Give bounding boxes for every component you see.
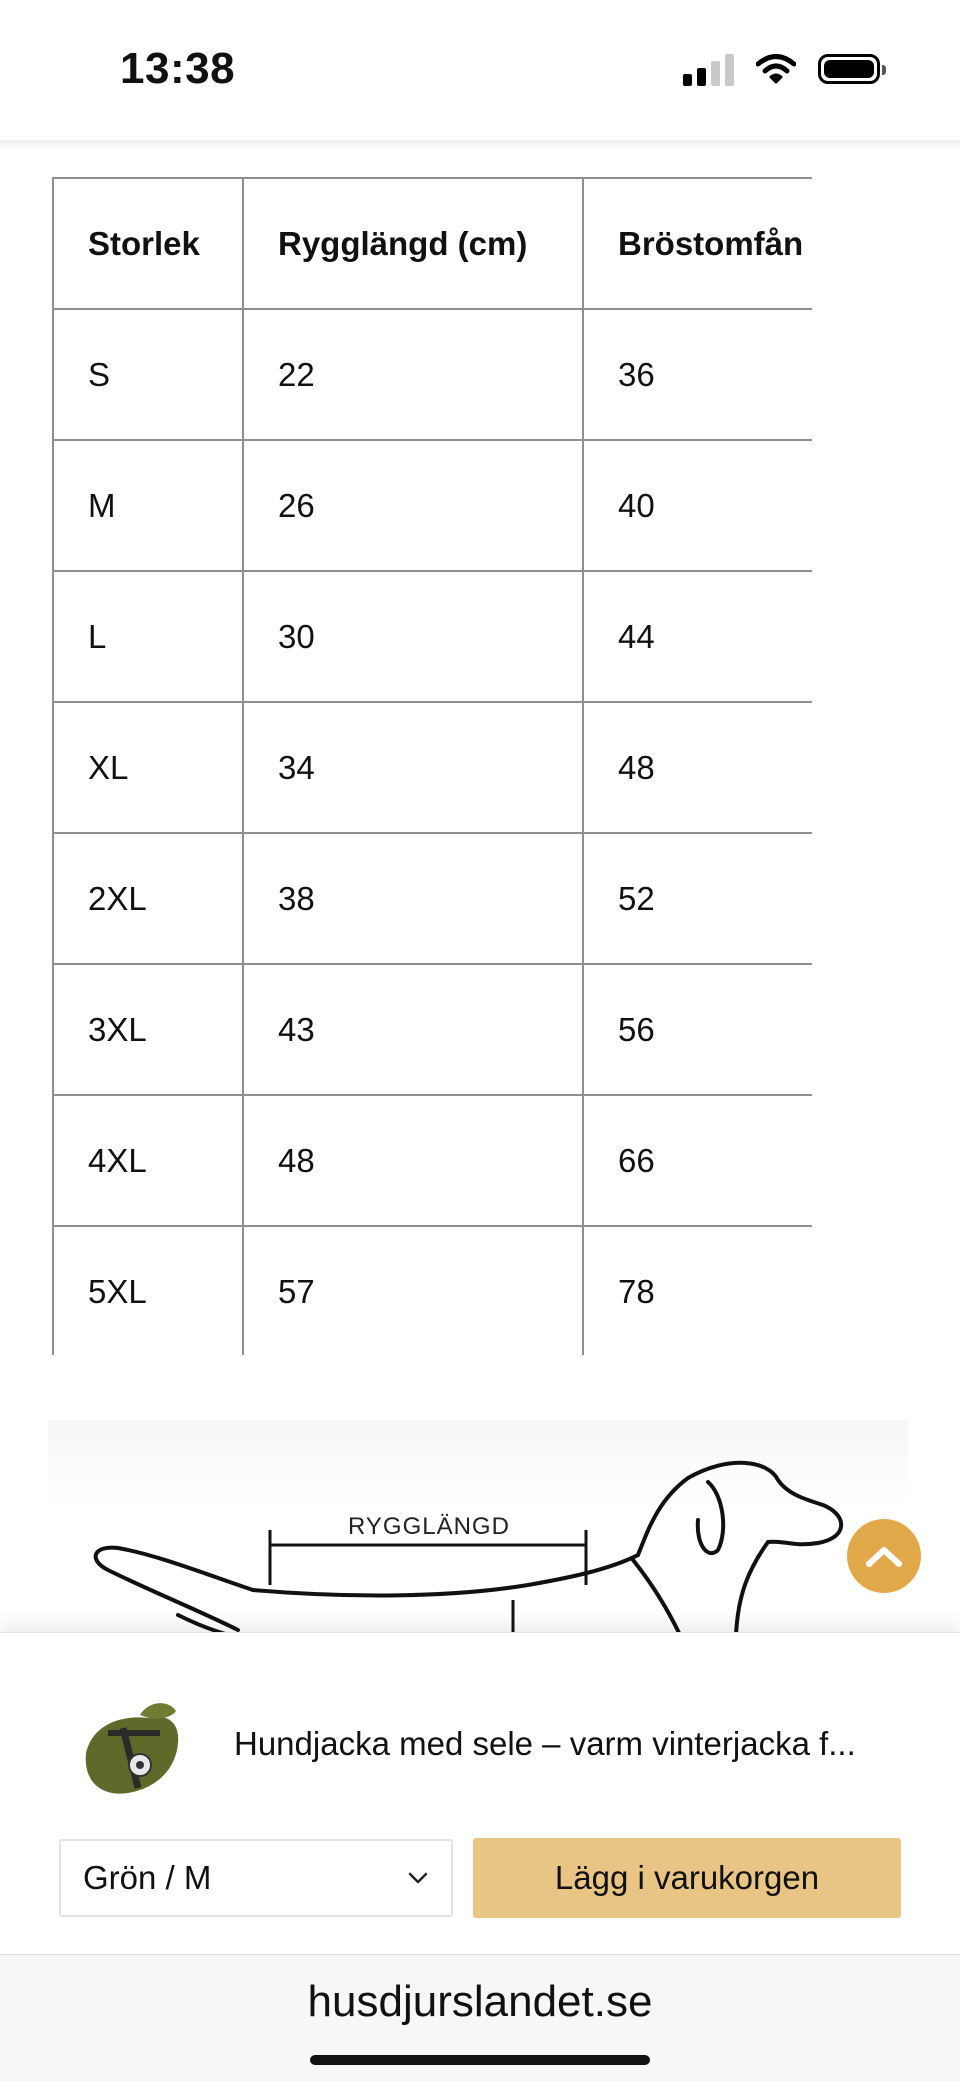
size-table xyxy=(52,177,812,1355)
chevron-down-icon xyxy=(407,1871,429,1885)
cell-back-length: 30 xyxy=(243,571,583,702)
table-header-row xyxy=(53,178,812,309)
url-domain[interactable]: husdjurslandet.se xyxy=(307,1977,653,2026)
table-row xyxy=(53,1095,812,1226)
scroll-to-top-button[interactable] xyxy=(847,1519,921,1593)
cell-back-length: 26 xyxy=(243,440,583,571)
add-to-cart-button[interactable]: Lägg i varukorgen xyxy=(473,1838,901,1918)
cell-back-length: 57 xyxy=(243,1226,583,1355)
cell-chest: 66 xyxy=(583,1095,812,1226)
cell-size: 2XL xyxy=(53,833,243,964)
sticky-add-to-cart-bar xyxy=(0,1632,960,1954)
header-shadow xyxy=(0,140,960,150)
cell-chest: 56 xyxy=(583,964,812,1095)
product-title[interactable]: Hundjacka med sele – varm vinterjacka f... xyxy=(234,1725,856,1762)
cell-size: L xyxy=(53,571,243,702)
table-row xyxy=(53,833,812,964)
variant-select[interactable] xyxy=(59,1839,453,1917)
signal-icon xyxy=(683,52,734,86)
dog-measurement-illustration xyxy=(48,1420,908,1640)
header-size: Storlek xyxy=(53,178,243,309)
back-length-label: RYGGLÄNGD xyxy=(348,1513,510,1540)
cell-chest: 78 xyxy=(583,1226,812,1355)
cell-back-length: 34 xyxy=(243,702,583,833)
cell-size: 4XL xyxy=(53,1095,243,1226)
status-time: 13:38 xyxy=(120,44,236,93)
cell-size: S xyxy=(53,309,243,440)
table-row xyxy=(53,1226,812,1355)
table-row xyxy=(53,440,812,571)
table-row xyxy=(53,964,812,1095)
cell-chest: 36 xyxy=(583,309,812,440)
table-row xyxy=(53,309,812,440)
cell-size: M xyxy=(53,440,243,571)
table-row xyxy=(53,702,812,833)
cell-size: XL xyxy=(53,702,243,833)
cell-back-length: 22 xyxy=(243,309,583,440)
cell-chest: 48 xyxy=(583,702,812,833)
chevron-up-icon xyxy=(864,1543,904,1569)
header-back-length: Rygglängd (cm) xyxy=(243,178,583,309)
cell-chest: 44 xyxy=(583,571,812,702)
size-table-container[interactable] xyxy=(52,177,812,1355)
status-bar xyxy=(0,0,960,140)
header-chest: Bröstomfån xyxy=(583,178,812,309)
battery-icon xyxy=(818,54,880,84)
cell-chest: 40 xyxy=(583,440,812,571)
status-icons xyxy=(683,52,880,86)
cell-back-length: 43 xyxy=(243,964,583,1095)
cell-size: 3XL xyxy=(53,964,243,1095)
browser-address-bar xyxy=(0,1954,960,2081)
cell-size: 5XL xyxy=(53,1226,243,1355)
variant-value: Grön / M xyxy=(83,1859,212,1896)
cell-back-length: 38 xyxy=(243,833,583,964)
table-row xyxy=(53,571,812,702)
cell-chest: 52 xyxy=(583,833,812,964)
home-indicator[interactable] xyxy=(310,2055,650,2065)
wifi-icon xyxy=(756,54,796,84)
cell-back-length: 48 xyxy=(243,1095,583,1226)
dog-jacket-thumbnail[interactable] xyxy=(68,1693,194,1809)
